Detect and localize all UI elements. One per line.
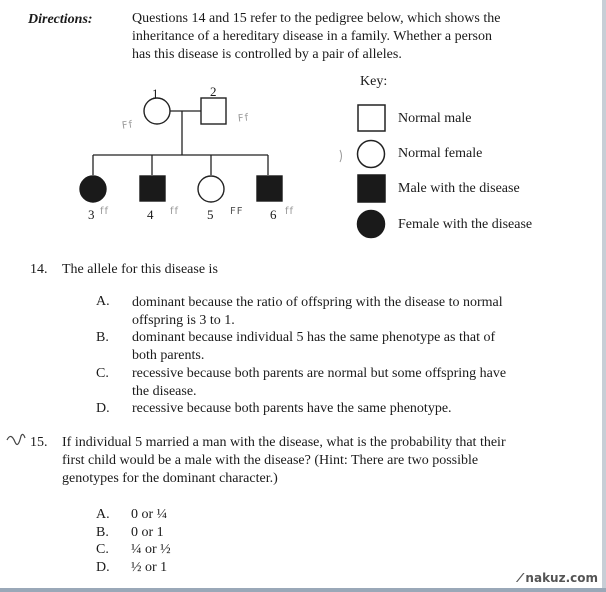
q15-option-d-letter: D. [96, 560, 110, 575]
option-line: offspring is 3 to 1. [132, 313, 235, 328]
question-15-number: 15. [30, 435, 48, 450]
option-line: the disease. [132, 384, 197, 399]
genotype-annotation-5: FF [230, 206, 244, 217]
stem-line: first child would be a male with the disease? (Hint: There are two possible [62, 453, 479, 468]
individual-4-number: 4 [147, 207, 154, 222]
option-line: dominant because individual 5 has the same phenotype as that of [132, 330, 496, 345]
question-14-number: 14. [30, 262, 48, 277]
individual-2-normal-male [201, 98, 226, 124]
option-line: recessive because both parents have the same phenotype. [132, 401, 452, 416]
individual-6-affected-male [257, 176, 282, 201]
q14-option-a-text [132, 294, 552, 330]
pencil-mark [340, 150, 342, 162]
directions-label: Directions: [28, 12, 93, 27]
key-affected-female-symbol [358, 211, 385, 238]
q15-option-d-text: ½ or 1 [131, 560, 168, 575]
q15-option-b-text: 0 or 1 [131, 525, 164, 540]
question-15-stem [62, 434, 552, 488]
directions-line: has this disease is controlled by a pair of alleles. [132, 47, 402, 62]
q15-option-a-text: 0 or ¼ [131, 507, 168, 522]
individual-3-number: 3 [88, 207, 95, 222]
q14-option-c-text [132, 365, 552, 401]
q14-option-b-letter: B. [96, 330, 109, 345]
q14-option-d-text [132, 400, 552, 418]
genotype-annotation-2: Ff [237, 112, 250, 125]
key-affected-male-symbol [358, 175, 385, 202]
individual-6-number: 6 [270, 207, 277, 222]
key-label-affected-female: Female with the disease [398, 217, 533, 232]
genotype-annotation-4: ff [170, 206, 180, 217]
watermark-icon: ⁄ [519, 571, 522, 585]
individual-2-number: 2 [210, 84, 217, 99]
question-14-stem: The allele for this disease is [62, 262, 218, 277]
individual-3-affected-female [80, 176, 106, 202]
individual-4-affected-male [140, 176, 165, 201]
q14-option-d-letter: D. [96, 401, 110, 416]
key-label-normal-female: Normal female [398, 146, 483, 161]
q14-option-a-letter: A. [96, 294, 110, 309]
directions-line: inheritance of a hereditary disease in a family. Whether a person [132, 29, 492, 44]
q14-option-b-text [132, 329, 552, 365]
genotype-annotation-1: Ff [121, 119, 134, 132]
genotype-annotation-3: ff [100, 206, 110, 217]
watermark [519, 571, 598, 585]
option-line: recessive because both parents are normal but some offspring have [132, 366, 507, 381]
watermark-text: nakuz.com [525, 571, 598, 585]
stem-line: If individual 5 married a man with the disease, what is the probability that their [62, 435, 506, 450]
key-label-affected-male: Male with the disease [398, 181, 520, 196]
key-normal-female-symbol [358, 141, 385, 168]
key-title: Key: [360, 74, 388, 89]
directions-line: Questions 14 and 15 refer to the pedigree below, which shows the [132, 11, 501, 26]
option-line: both parents. [132, 348, 205, 363]
individual-5-number: 5 [207, 207, 214, 222]
q15-option-b-letter: B. [96, 525, 109, 540]
page-edge [602, 0, 606, 592]
q14-option-c-letter: C. [96, 366, 109, 381]
key-label-normal-male: Normal male [398, 111, 472, 126]
q15-option-c-letter: C. [96, 542, 109, 557]
key-normal-male-symbol [358, 105, 385, 131]
q15-option-a-letter: A. [96, 507, 110, 522]
q15-option-c-text: ¼ or ½ [131, 542, 171, 557]
individual-1-number: 1 [152, 86, 159, 101]
stem-line: genotypes for the dominant character.) [62, 471, 278, 486]
option-line: dominant because the ratio of offspring with the disease to normal [132, 295, 503, 310]
individual-5-normal-female [198, 176, 224, 202]
bottom-bar [0, 588, 606, 592]
genotype-annotation-6: ff [285, 206, 295, 217]
